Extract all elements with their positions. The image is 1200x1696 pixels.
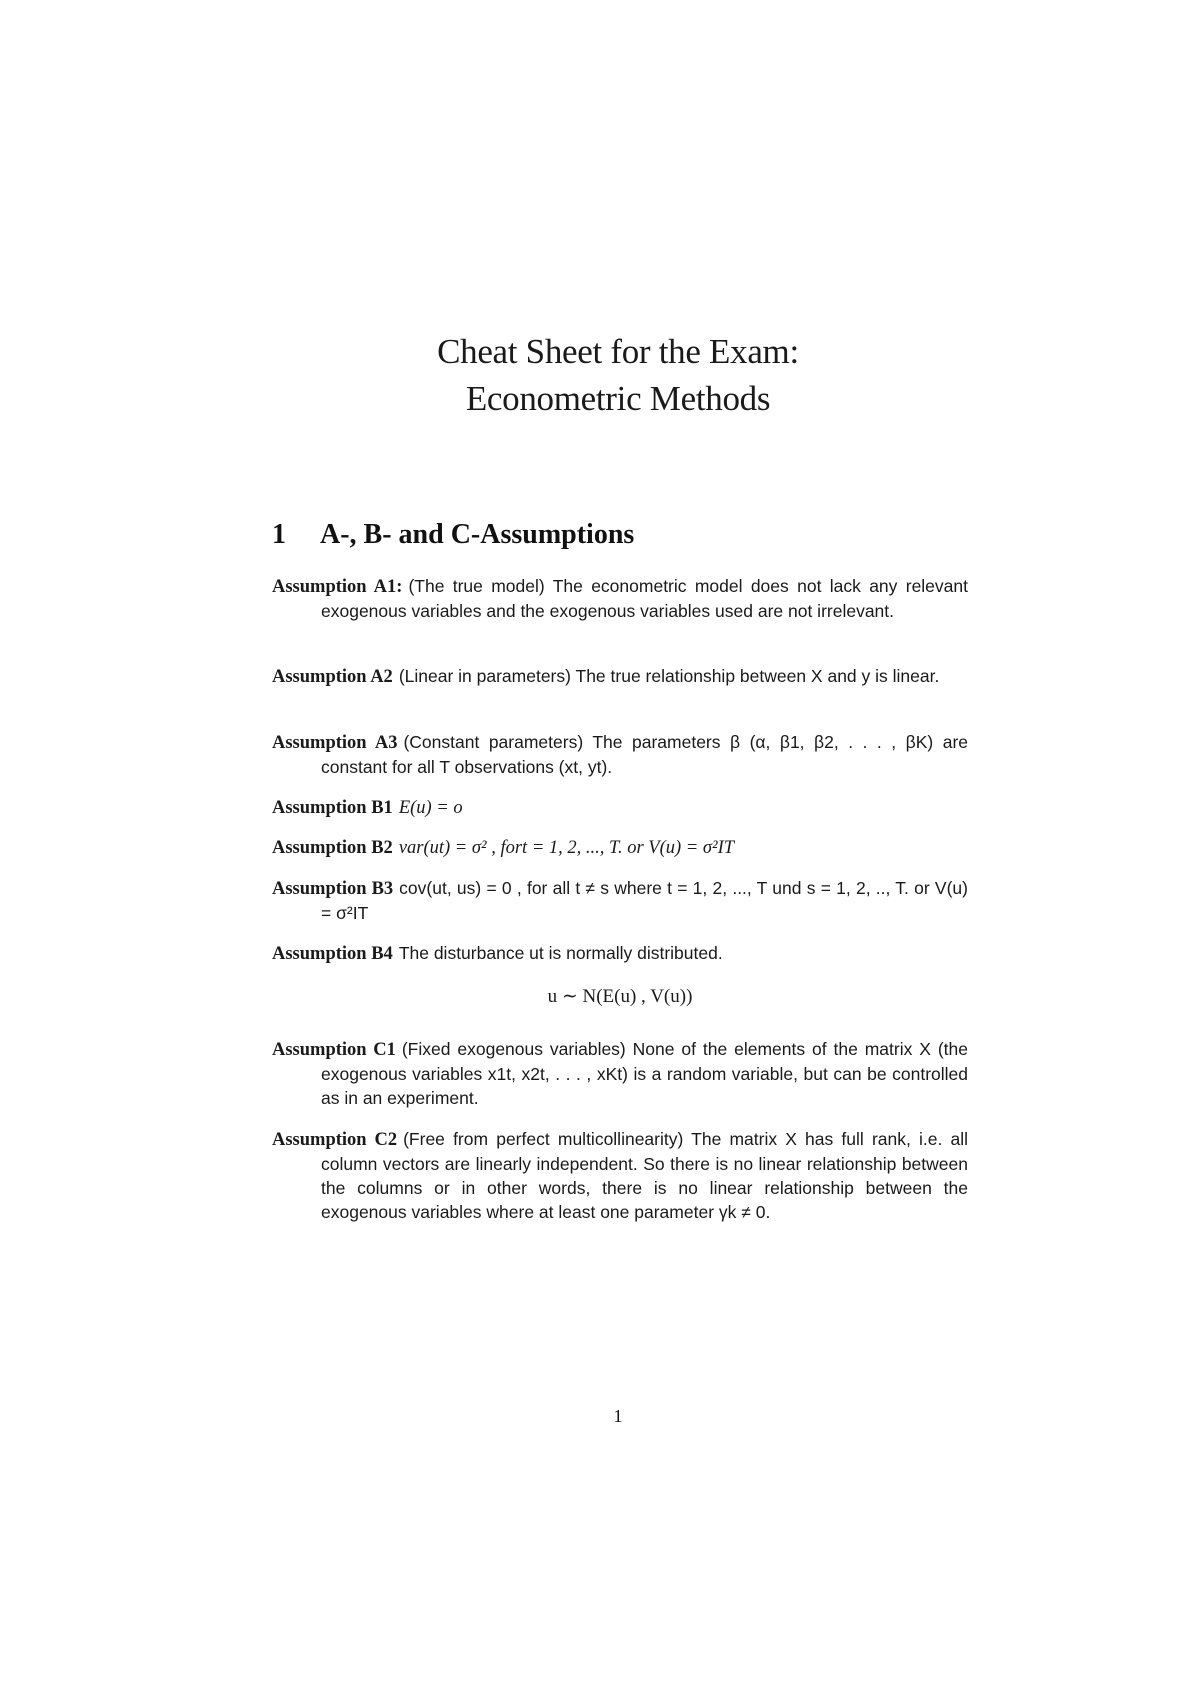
assumption-label: Assumption A3 <box>272 733 398 753</box>
assumption-text: (Linear in parameters) The true relationship between X and y is linear. <box>398 666 940 686</box>
assumption-a2 <box>272 664 968 689</box>
assumption-text: (Fixed exogenous variables) None of the elements of the matrix X (the exogenous variables x1t, x2t, . . . , xKt) is a random variable, but can be controlled as in an experiment. <box>321 1039 968 1108</box>
section-number: 1 <box>272 519 286 550</box>
title-line-1: Cheat Sheet for the Exam: <box>437 332 799 371</box>
assumption-a1 <box>272 574 968 623</box>
assumption-label: Assumption C2 <box>272 1130 398 1150</box>
assumption-b1 <box>272 795 968 820</box>
assumption-b2 <box>272 835 968 860</box>
assumption-label: Assumption A1: <box>272 577 403 597</box>
document-title <box>0 328 1200 422</box>
assumption-label: Assumption B4 <box>272 944 393 964</box>
assumption-label: Assumption B1 <box>272 798 393 818</box>
assumption-b4 <box>272 941 968 966</box>
assumption-text: (Free from perfect multicollinearity) The matrix X has full rank, i.e. all column vectors are linearly independent. So there is no linear relationship between the columns or in other words, there is no linear relationship between the exogenous variables where at least one parameter γk ≠ 0. <box>321 1129 968 1222</box>
section-heading <box>272 518 634 552</box>
assumption-a3 <box>272 730 968 779</box>
assumption-label: Assumption C1 <box>272 1040 396 1060</box>
title-line-2: Econometric Methods <box>465 379 771 418</box>
page-number: 1 <box>613 1406 623 1426</box>
assumption-c1 <box>272 1037 968 1110</box>
assumption-label: Assumption B3 <box>272 879 394 899</box>
assumption-b3 <box>272 876 968 925</box>
assumption-text: The disturbance ut is normally distributed. <box>398 943 723 963</box>
assumption-text: (Constant parameters) The parameters β (α, β1, β2, . . . , βK) are constant for all T observations (xt, yt). <box>321 732 968 777</box>
assumption-formula: E(u) = o <box>398 798 463 818</box>
assumption-formula: var(ut) = σ² , fort = 1, 2, ..., T. or V(u) = σ²IT <box>398 838 735 858</box>
section-title: A-, B- and C-Assumptions <box>320 519 635 550</box>
assumption-text: (The true model) The econometric model does not lack any relevant exogenous variables and the exogenous variables used are not irrelevant. <box>321 576 968 621</box>
b4-formula: u ∼ N(E(u) , V(u)) <box>547 986 693 1007</box>
assumption-text: cov(ut, us) = 0 , for all t ≠ s where t = 1, 2, ..., T und s = 1, 2, .., T. or V(u) = σ²IT <box>321 878 968 923</box>
assumption-c2 <box>272 1127 968 1224</box>
assumption-label: Assumption A2 <box>272 667 393 687</box>
assumption-label: Assumption B2 <box>272 838 393 858</box>
